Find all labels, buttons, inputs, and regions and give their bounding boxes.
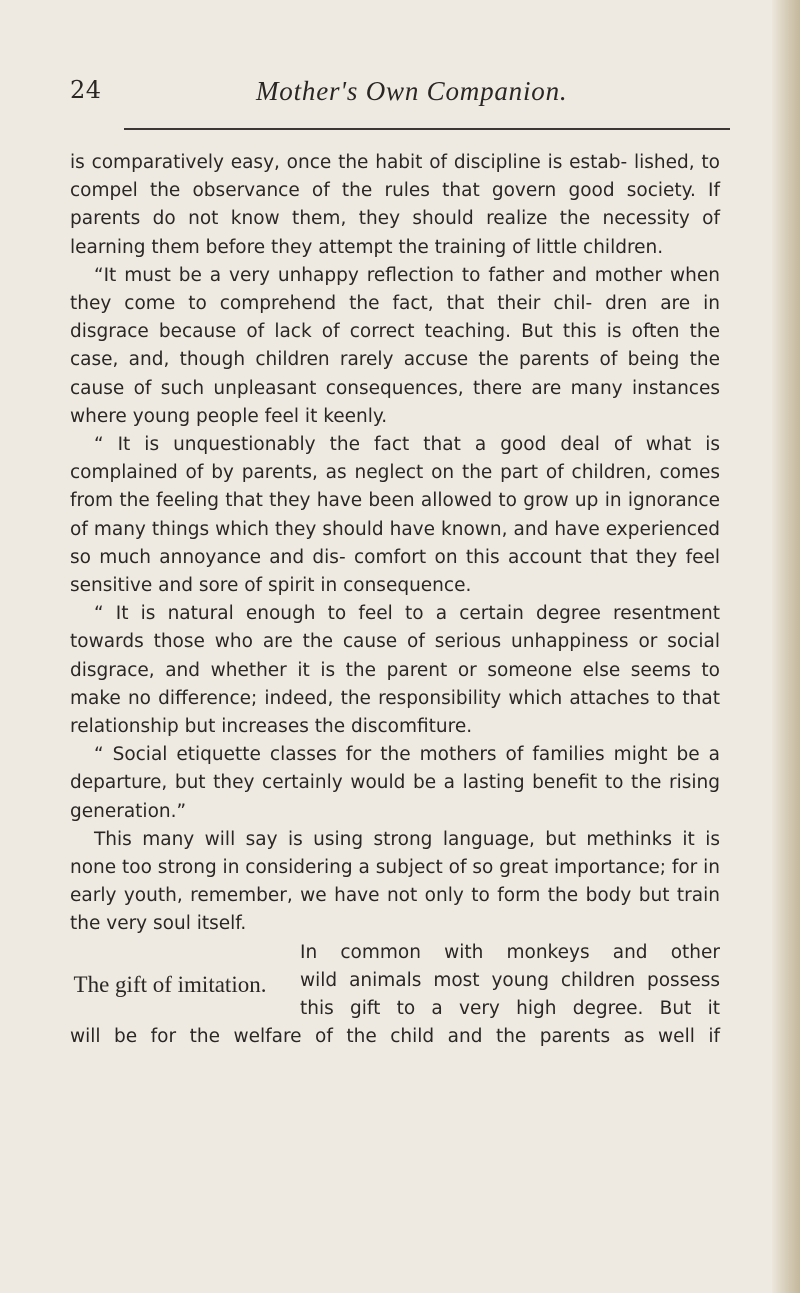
paragraph: “It must be a very unhappy reflection to father and mother when they come to comprehend the fact, that their chil- dren are in disgrace because of lack of correct teaching. But this is often the case, and, though children rarely accuse the parents of being the cause of such unpleasant consequences, there are many instances where young people feel it keenly. <box>70 264 720 427</box>
page-number: 24 <box>70 76 102 104</box>
paragraph-line: this gift to a very high degree. But it <box>300 998 720 1020</box>
paragraph: “ It is unquestionably the fact that a good deal of what is complained of by parents, as neglect on the part of children, comes from the feeling that they have been allowed to grow up in ignorance of many things which they should have known, and have experienced so much annoyance and dis- comfort on this account that they feel sensitive and sore of spirit in consequence. <box>70 434 720 597</box>
page-header <box>0 76 800 116</box>
body-text <box>70 149 720 1052</box>
header-rule <box>124 128 730 130</box>
sidenote-paragraph <box>300 939 720 1024</box>
paragraph-line: will be for the welfare of the child and the parents as well if <box>70 1026 720 1048</box>
paragraph-line: wild animals most young children possess <box>300 969 720 991</box>
paragraph: This many will say is using strong language, but methinks it is none too strong in considering a subject of so great importance; for in early youth, remember, we have not only to form the body but train the very soul itself. <box>70 828 721 935</box>
sidenote: The gift of imitation. <box>73 971 267 997</box>
running-title: Mother's Own Companion. <box>256 76 568 106</box>
paragraph: is comparatively easy, once the habit of discipline is estab- lished, to compel the observance of the rules that govern good society. If parents do not know them, they should realize the necessity of learning them before they attempt the training of little children. <box>70 152 720 258</box>
paragraph-line: In common with monkeys and other <box>300 941 720 963</box>
paragraph: “ Social etiquette classes for the mothers of families might be a departure, but they certainly would be a lasting benefit to the rising generation.” <box>70 744 720 822</box>
paragraph: “ It is natural enough to feel to a certain degree resentment towards those who are the cause of serious unhappiness or social disgrace, and whether it is the parent or someone else seems to make no difference; indeed, the responsibility which attaches to that relationship but increases the discomfiture. <box>70 603 720 738</box>
sidenote-block <box>70 939 720 1024</box>
